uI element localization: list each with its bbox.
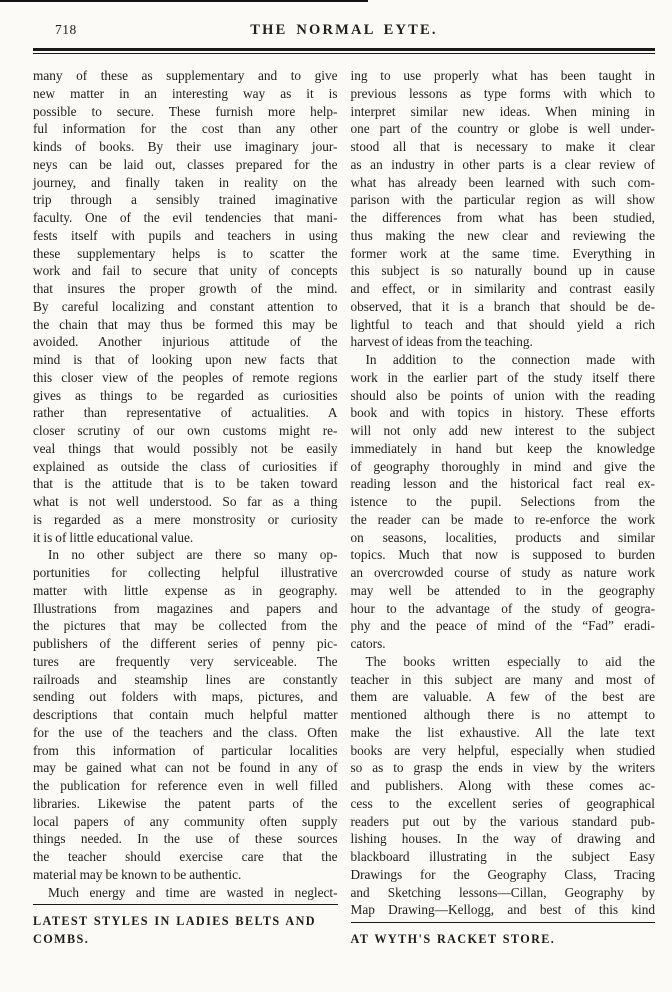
text-line: Drawings for the Geography Class, Tracing (350, 866, 655, 882)
text-line: Much energy and time are wasted in neglect- (48, 884, 338, 900)
text-line: as an industry in other parts is a clear review of (350, 156, 655, 172)
text-line: book and with topics in history. These efforts (350, 405, 655, 421)
text-line: new matter in an interesting way as it is (33, 85, 338, 101)
text-line: mind is that of looking upon new facts that (33, 352, 338, 367)
text-line: readers put out by the various standard pub- (350, 813, 655, 829)
text-line: them are valuable. A few of the best are (350, 689, 655, 705)
text-line: faculty. One of the evil tendencies that mani- (33, 210, 338, 225)
text-line: Illustrations from magazines and papers and (33, 600, 338, 616)
text-line: blackboard illustrating in the subject Easy (350, 849, 655, 864)
text-line: the publication for reference even in well filled (33, 778, 338, 793)
text-line: Map Drawing—Kellogg, and best of this kind (350, 902, 655, 918)
column-left-body (33, 67, 338, 901)
text-line: fests itself with pupils and teachers in using (33, 227, 338, 243)
text-line: istence to the pupil. Selections from the (350, 494, 655, 509)
text-line: lightful to teach and that should yield a rich (350, 316, 655, 332)
text-line: ful information for the cost than any other (33, 121, 338, 137)
text-line: many of these as supplementary and to give (33, 68, 338, 83)
text-line: this subject is so naturally bound up in cause (350, 263, 655, 279)
text-line: cators. (350, 636, 386, 651)
text-line: mentioned although there is no attempt to (350, 707, 655, 722)
text-line: local papers of any community often supply (33, 813, 338, 829)
text-line: and publishers. Along with these comes ac- (350, 778, 655, 793)
text-line: tures are frequently very serviceable. The (33, 653, 338, 669)
text-line: for the use of the teachers and the class. Often (33, 724, 338, 740)
text-line: the differences from what has been studied, (350, 210, 655, 225)
text-line: matter with little expense as in geography. (33, 582, 338, 598)
text-line: journey, and finally taken in reality on the (33, 174, 338, 190)
text-line: thus making the new clear and reviewing the (350, 227, 655, 243)
text-line: may well be attended to in the geography (350, 582, 655, 598)
footer-ad-left: LATEST STYLES IN LADIES BELTS AND COMBS. (33, 914, 316, 946)
text-line: the pictures that may be collected from the (33, 618, 338, 634)
text-line: gives as things to be regarded as curiosities (33, 387, 338, 403)
text-line: neys can be laid out, classes prepared for the (33, 156, 338, 172)
column-right (351, 67, 656, 949)
text-line: possible to secure. These furnish more help- (33, 103, 338, 119)
text-line: previous lessons as type forms with which to (350, 85, 655, 101)
text-line: and Sketching lessons—Cillan, Geography by (350, 884, 655, 900)
text-line: closer scrutiny of our own customs might re- (33, 423, 338, 438)
masthead (33, 14, 655, 42)
text-line: stood all that is necessary to make it clear (350, 139, 655, 154)
text-line: reading lesson and the historical fact real ex- (350, 476, 655, 492)
text-columns (33, 67, 655, 949)
masthead-rule (33, 48, 655, 54)
text-line: these supplementary helps is to scatter the (33, 245, 338, 261)
text-line: will not only add new interest to the subject (350, 423, 655, 438)
column-right-body (351, 67, 656, 919)
text-line: so as to grasp the ends in view by the writers (350, 760, 655, 776)
text-line: former work at the same time. Everything in (350, 245, 655, 261)
text-line: harvest of ideas from the teaching. (350, 334, 533, 350)
text-line: portunities for collecting helpful illustrative (33, 565, 338, 580)
text-line: cess to the excellent series of geographical (350, 795, 655, 811)
text-line: an overcrowded course of study as nature work (350, 565, 655, 580)
footer-rule-right (351, 922, 656, 949)
text-line: sending out folders with maps, pictures, and (33, 689, 338, 705)
text-line: of geography thoroughly in mind and give the (350, 458, 655, 474)
text-line: work in the earlier part of the study itself there (350, 369, 655, 385)
column-left (33, 67, 338, 949)
text-line: railroads and steamship lines are constantly (33, 671, 338, 687)
text-line: phy and the peace of mind of the “Fad” eradi- (350, 618, 655, 634)
text-line: it is of little educational value. (33, 529, 194, 545)
text-line: hour to the advantage of the study of geogra- (350, 600, 655, 616)
text-line: one part of the country or globe is well under- (350, 121, 655, 137)
text-line: observed, that it is a branch that should be de- (350, 298, 655, 314)
text-line: publishers of the different series of penny pic- (33, 636, 338, 651)
text-line: should also be points of union with the reading (350, 387, 655, 403)
text-line: this closer view of the peoples of remote regions (33, 369, 338, 385)
text-line: The books written especially to aid the (365, 653, 655, 669)
text-line: what is not well understood. So far as a thing (33, 494, 338, 509)
page-title: THE NORMAL EYTE. (250, 22, 438, 38)
text-line: parison with the particular region as will show (350, 192, 655, 208)
text-line: from this information of particular localities (33, 742, 338, 758)
text-line: the chain that may thus be formed this may be (33, 316, 338, 332)
text-line: what has already been learned with such com- (350, 174, 655, 190)
text-line: is regarded as a mere monstrosity or curiosity (33, 511, 338, 527)
text-line: make the list exhaustive. All the late text (350, 724, 655, 740)
text-line: that is the attitude that is to be taken toward (33, 476, 338, 492)
text-line: things needed. In the use of these sources (33, 831, 338, 847)
text-line: topics. Much that now is supposed to burden (350, 547, 655, 563)
text-line: explained as outside the class of curiosities if (33, 458, 338, 474)
text-line: ing to use properly what has been taught in (350, 68, 655, 83)
text-line: avoided. Another injurious attitude of the (33, 334, 338, 350)
text-line: In no other subject are there so many op- (48, 547, 338, 563)
footer-rule-left (33, 904, 338, 949)
text-line: on seasons, localities, products and similar (350, 529, 655, 545)
text-line: trip through a sensibly trained imaginative (33, 192, 338, 208)
text-line: In addition to the connection made with (365, 352, 655, 367)
text-line: descriptions that contain much helpful matter (33, 707, 338, 722)
text-line: immediately in hand but keep the knowledge (350, 440, 655, 456)
text-line: teacher in this subject are many and most of (350, 671, 655, 687)
text-line: and effect, or in similarity and contrast easily (350, 281, 655, 296)
text-line: By careful localizing and constant attention to (33, 298, 338, 314)
text-line: may be gained what can not be found in any of (33, 760, 338, 776)
text-line: material may be known to be authentic. (33, 866, 242, 882)
text-line: that insures the proper growth of the mind. (33, 281, 338, 296)
text-line: the teacher should exercise care that the (33, 849, 338, 864)
text-line: work and fail to secure that unity of concepts (33, 263, 338, 279)
text-line: books are very helpful, especially when studied (350, 742, 655, 758)
page-number: 718 (55, 22, 77, 37)
text-line: rather than representative of actualities. A (33, 405, 338, 421)
text-line: kinds of books. By their use imaginary jour- (33, 139, 338, 154)
text-line: the reader can be made to re-enforce the work (350, 511, 655, 527)
text-line: libraries. Likewise the patent parts of the (33, 795, 338, 811)
footer-ad-right: AT WYTH'S RACKET STORE. (350, 932, 556, 946)
text-line: veal things that would possibly not be easily (33, 440, 338, 456)
text-line: interpret similar new ideas. When mining in (350, 103, 655, 119)
text-line: lishing houses. In the way of drawing and (350, 831, 655, 847)
